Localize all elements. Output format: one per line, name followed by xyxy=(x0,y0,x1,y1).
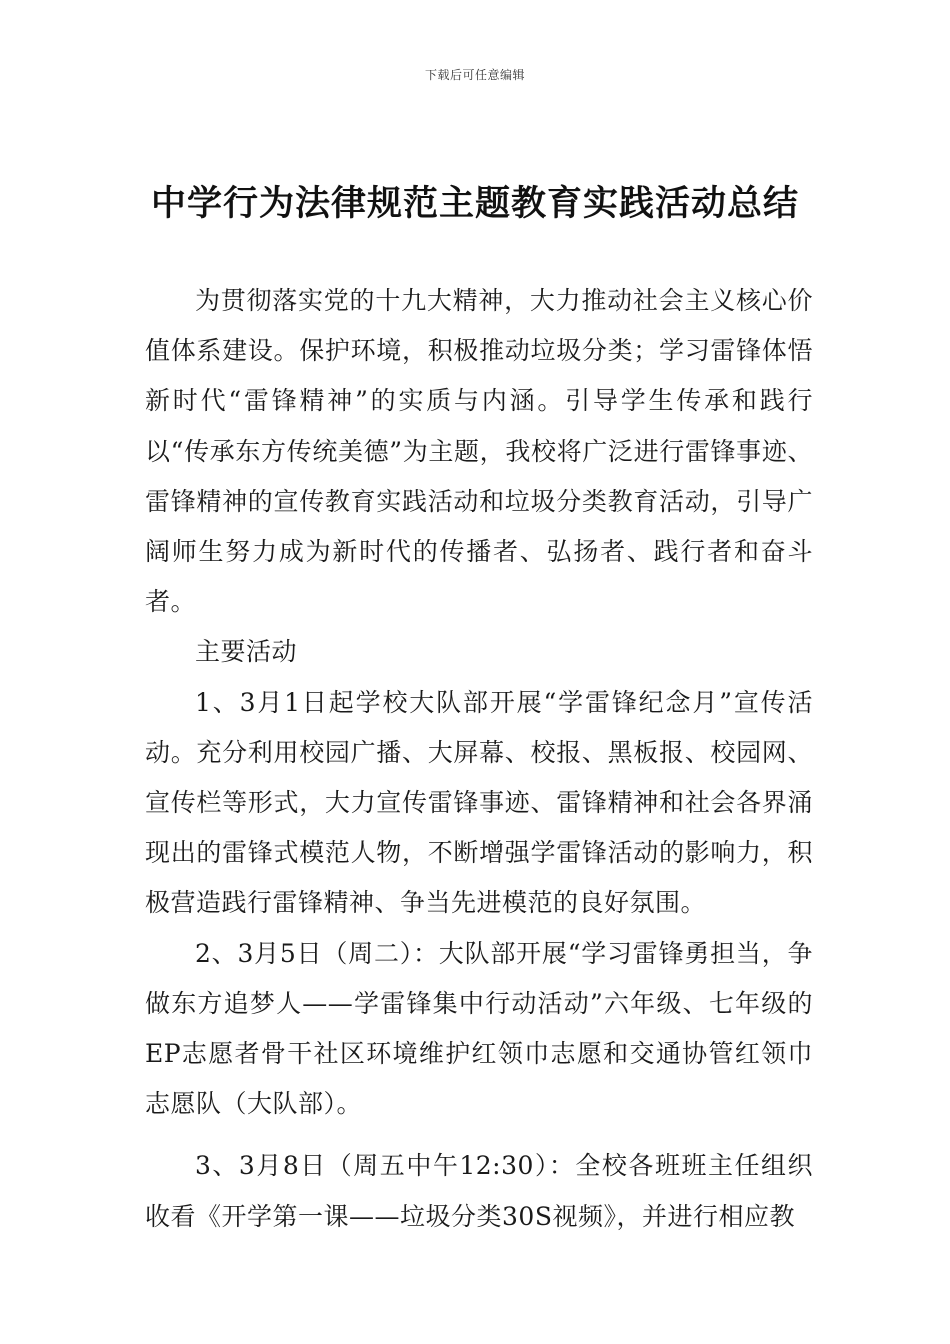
paragraph-activity-1: 1、3月1日起学校大队部开展“学雷锋纪念月”宣传活动。充分利用校园广播、大屏幕、校报、黑板报、校园网、宣传栏等形式，大力宣传雷锋事迹、雷锋精神和社会各界涌现出的雷锋式模范人物，不断增强学雷锋活动的影响力，积极营造践行雷锋精神、争当先进模范的良好氛围。 xyxy=(145,687,813,918)
paragraph-activity-3: 3、3月8日（周五中午12:30）：全校各班班主任组织收看《开学第一课——垃圾分类30S视频》，并进行相应教 xyxy=(145,1151,813,1231)
paragraph-section-heading: 主要活动 xyxy=(195,637,298,667)
paragraph-intro: 为贯彻落实党的十九大精神，大力推动社会主义核心价值体系建设。保护环境，积极推动垃圾分类；学习雷锋体悟新时代“雷锋精神”的实质与内涵。引导学生传承和践行以“传承东方传统美德”为主题，我校将广泛进行雷锋事迹、雷锋精神的宣传教育实践活动和垃圾分类教育活动，引导广阔师生努力成为新时代的传播者、弘扬者、践行者和奋斗者。 xyxy=(145,286,813,617)
header-note: 下载后可任意编辑 xyxy=(424,68,525,82)
document-body xyxy=(145,276,813,1242)
paragraph-activity-2: 2、3月5日（周二）：大队部开展“学习雷锋勇担当，争做东方追梦人——学雷锋集中行动活动”六年级、七年级的EP志愿者骨干社区环境维护红领巾志愿和交通协管红领巾志愿队（大队部）。 xyxy=(145,938,813,1119)
document-title: 中学行为法律规范主题教育实践活动总结 xyxy=(150,184,799,224)
